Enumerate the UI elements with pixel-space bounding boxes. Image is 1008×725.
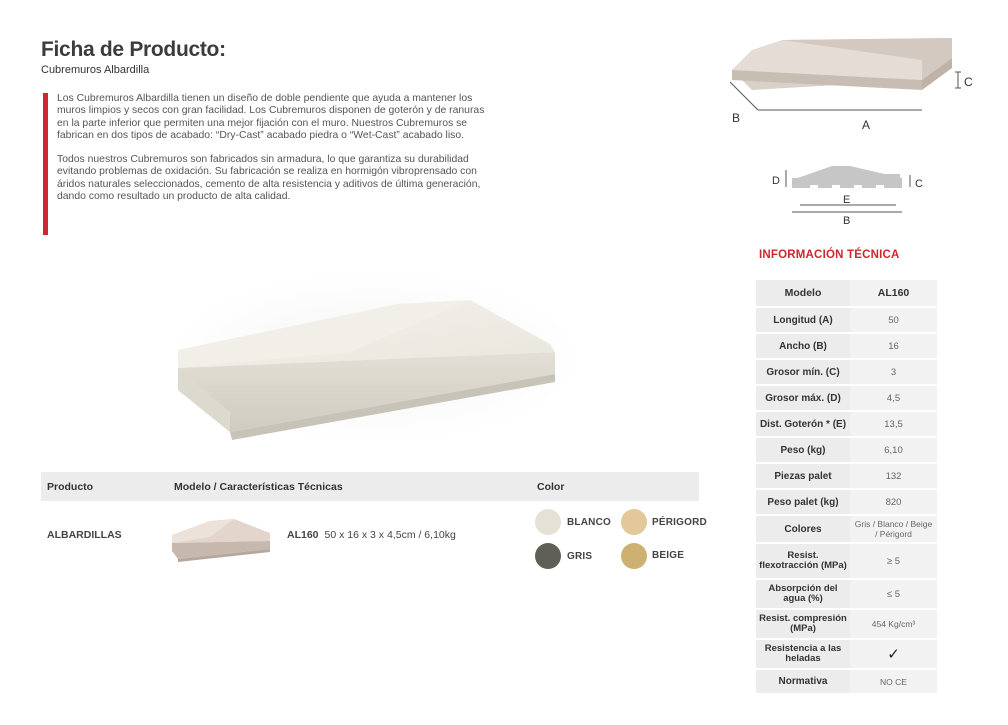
spec-header-row: [756, 280, 937, 306]
color-swatch-beige: [621, 543, 647, 569]
column-header-color: Color: [537, 481, 565, 493]
spec-key: Resist. flexotracción (MPa): [756, 544, 850, 578]
isometric-diagram: [722, 30, 982, 140]
spec-row: [756, 386, 937, 410]
spec-row: [756, 438, 937, 462]
spec-value: 6,10: [850, 438, 937, 462]
spec-value: 3: [850, 360, 937, 384]
spec-row: [756, 464, 937, 488]
column-header-product: Producto: [47, 481, 94, 493]
spec-key: Piezas palet: [756, 464, 850, 488]
spec-key: Absorpción del agua (%): [756, 580, 850, 608]
dimension-label-b-section: B: [843, 215, 851, 227]
dimension-label-d: D: [772, 175, 780, 187]
spec-row: [756, 670, 937, 693]
spec-header-value: AL160: [850, 280, 937, 306]
spec-row: [756, 640, 937, 668]
color-label-gris: GRIS: [567, 551, 593, 562]
color-label-blanco: BLANCO: [567, 517, 611, 528]
model-code: AL160: [287, 529, 319, 541]
product-thumbnail: [170, 515, 274, 563]
column-header-model: Modelo / Características Técnicas: [174, 481, 343, 493]
spec-value: 16: [850, 334, 937, 358]
technical-info-title: INFORMACIÓN TÉCNICA: [759, 249, 900, 261]
spec-row: [756, 544, 937, 578]
color-swatch-gris: [535, 543, 561, 569]
product-model-specs: [287, 529, 456, 541]
description-paragraph-1: Los Cubremuros Albardilla tienen un diseño de doble pendiente que ayuda a mantener los muros limpios y secos con gran facilidad. Los Cubremuros disponen de goterón y de ranuras en la parte inferior que permiten una mejor fijación con el muro. Nuestros Cubremuros se fabrican en dos tipos de acabado: “Dry-Cast” acabado piedra o “Wet-Cast” acabado liso.: [57, 93, 485, 141]
product-name: ALBARDILLAS: [47, 529, 122, 541]
product-hero-image: [170, 272, 580, 442]
dimension-label-c-section: C: [915, 178, 923, 190]
spec-value: 820: [850, 490, 937, 514]
spec-row: [756, 610, 937, 638]
spec-value: 132: [850, 464, 937, 488]
spec-row: [756, 580, 937, 608]
spec-key: Normativa: [756, 670, 850, 693]
dimension-label-c: C: [964, 75, 973, 89]
spec-value: ≤ 5: [850, 580, 937, 608]
spec-value: 50: [850, 308, 937, 332]
spec-key: Resist. compresión (MPa): [756, 610, 850, 638]
model-specs: 50 x 16 x 3 x 4,5cm / 6,10kg: [324, 529, 456, 541]
product-description: [57, 93, 497, 215]
spec-key: Dist. Goterón * (E): [756, 412, 850, 436]
spec-value: 4,5: [850, 386, 937, 410]
spec-key: Resistencia a las heladas: [756, 640, 850, 668]
spec-key: Colores: [756, 516, 850, 542]
spec-value: 13,5: [850, 412, 937, 436]
product-table-header: [41, 472, 699, 501]
dimension-label-b: B: [732, 111, 741, 125]
accent-bar: [43, 93, 48, 235]
spec-key: Longitud (A): [756, 308, 850, 332]
spec-row: [756, 412, 937, 436]
spec-row: [756, 334, 937, 358]
spec-value: NO CE: [850, 670, 937, 693]
spec-header-key: Modelo: [756, 280, 850, 306]
spec-key: Ancho (B): [756, 334, 850, 358]
technical-spec-table: [756, 278, 937, 695]
spec-key: Grosor mín. (C): [756, 360, 850, 384]
spec-row: [756, 490, 937, 514]
check-icon: ✓: [850, 640, 937, 668]
spec-key: Grosor máx. (D): [756, 386, 850, 410]
page-title: Ficha de Producto:: [41, 38, 226, 61]
cross-section-diagram: [770, 160, 970, 230]
dimension-label-a: A: [862, 118, 871, 132]
spec-key: Peso palet (kg): [756, 490, 850, 514]
spec-row: [756, 360, 937, 384]
spec-value: ≥ 5: [850, 544, 937, 578]
description-paragraph-2: Todos nuestros Cubremuros son fabricados sin armadura, lo que garantiza su durabilidad evitando problemas de oxidación. Su fabricación se realiza en hormigón vibroprensado con áridos naturales seleccionados, cemento de alta resistencia y aditivos de última generación, dando como resultado un producto de alta calidad.: [57, 154, 481, 203]
spec-row: [756, 308, 937, 332]
color-swatch-perigord: [621, 509, 647, 535]
spec-value: Gris / Blanco / Beige / Périgord: [850, 516, 937, 542]
spec-row: [756, 516, 937, 542]
color-swatch-blanco: [535, 509, 561, 535]
color-label-beige: BEIGE: [652, 550, 685, 561]
color-label-perigord: PÉRIGORD: [652, 517, 707, 528]
spec-value: 454 Kg/cm³: [850, 610, 937, 638]
spec-key: Peso (kg): [756, 438, 850, 462]
page-subtitle: Cubremuros Albardilla: [41, 64, 150, 76]
dimension-label-e: E: [843, 194, 851, 206]
